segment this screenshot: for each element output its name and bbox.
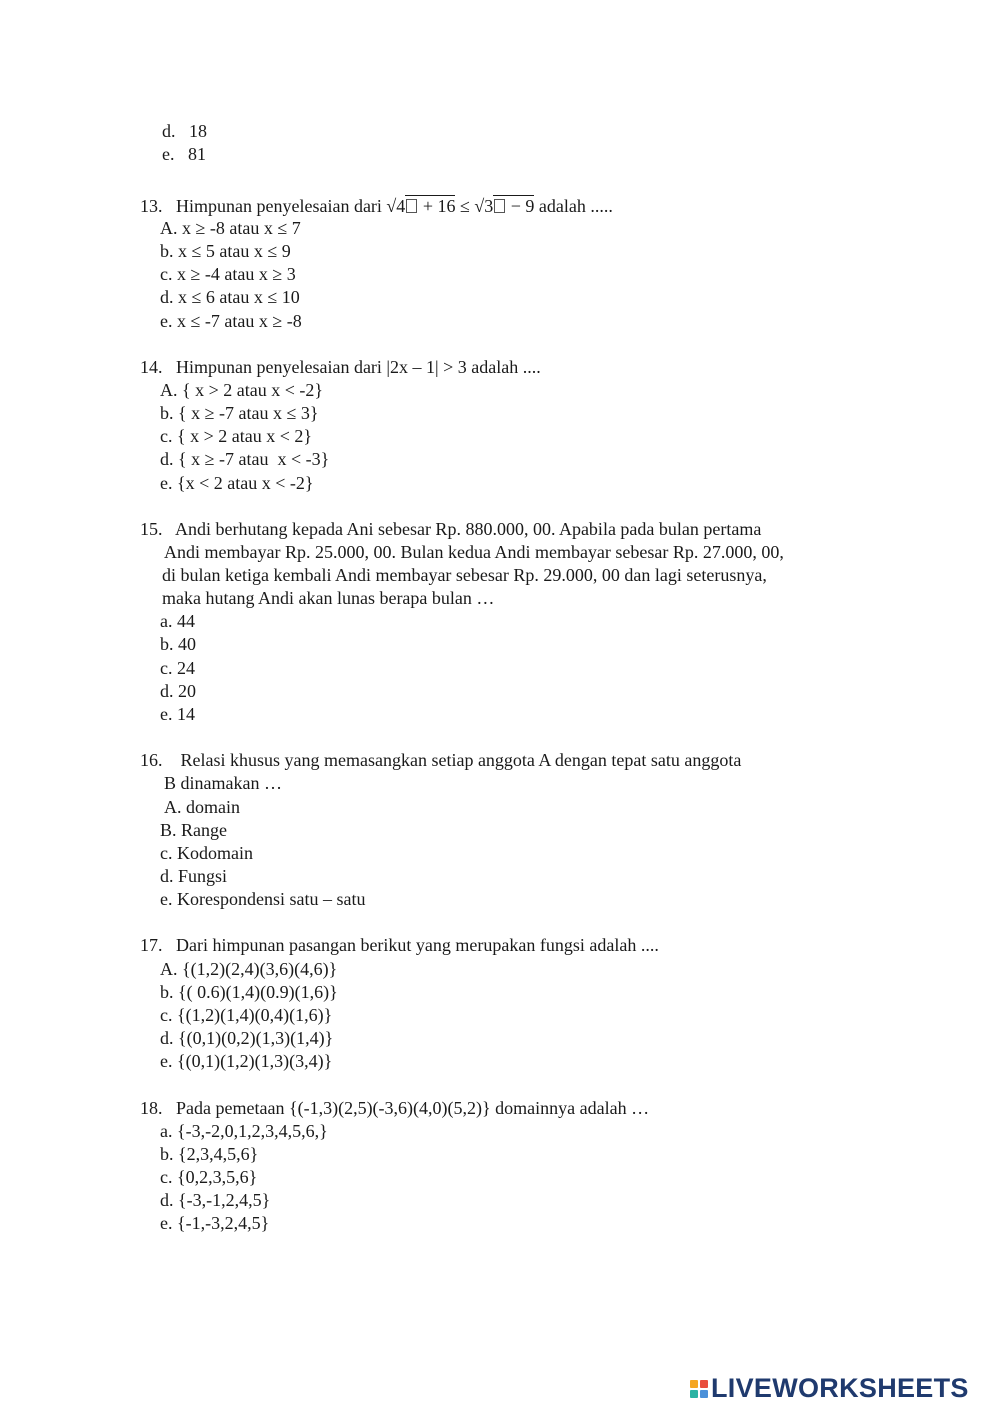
question-13: 13. Himpunan penyelesaian dari √4 + 16 ≤ √3 − 9 adalah ..... [140, 196, 613, 216]
option: c. 24 [160, 658, 195, 678]
option: c. x ≥ -4 atau x ≥ 3 [160, 264, 296, 284]
logo-block [690, 1390, 698, 1398]
option: b. x ≤ 5 atau x ≤ 9 [160, 241, 291, 261]
question-number: 15. [140, 519, 163, 539]
option: a. 44 [160, 611, 195, 631]
logo-block [700, 1390, 708, 1398]
option: c. {(1,2)(1,4)(0,4)(1,6)} [160, 1005, 333, 1025]
question-number: 17. [140, 935, 163, 955]
option: e. {-1,-3,2,4,5} [160, 1213, 270, 1233]
question-14: 14. Himpunan penyelesaian dari |2x – 1| > 3 adalah .... [140, 357, 541, 377]
option: c. {0,2,3,5,6} [160, 1167, 258, 1187]
question-16: 16. Relasi khusus yang memasangkan setiap anggota A dengan tepat satu anggota [140, 750, 742, 770]
question-line: di bulan ketiga kembali Andi membayar sebesar Rp. 29.000, 00 dan lagi seterusnya, [162, 565, 767, 585]
option: c. { x > 2 atau x < 2} [160, 426, 313, 446]
option-d-prev: d. 18 [162, 121, 207, 141]
option: e. x ≤ -7 atau x ≥ -8 [160, 311, 302, 331]
option: d. { x ≥ -7 atau x < -3} [160, 449, 330, 469]
missing-glyph-box [494, 199, 505, 213]
option: A. x ≥ -8 atau x ≤ 7 [160, 218, 301, 238]
logo-block [690, 1380, 698, 1388]
question-number: 14. [140, 357, 163, 377]
option: d. Fungsi [160, 866, 228, 886]
option: a. {-3,-2,0,1,2,3,4,5,6,} [160, 1121, 328, 1141]
option: b. {2,3,4,5,6} [160, 1144, 259, 1164]
question-18: 18. Pada pemetaan {(-1,3)(2,5)(-3,6)(4,0)(5,2)} domainnya adalah … [140, 1098, 650, 1118]
option: A. domain [164, 797, 240, 817]
logo-block [700, 1380, 708, 1388]
option: e. {x < 2 atau x < -2} [160, 473, 314, 493]
option: b. {( 0.6)(1,4)(0.9)(1,6)} [160, 982, 338, 1002]
question-number: 18. [140, 1098, 163, 1118]
question-line: B dinamakan … [164, 773, 282, 793]
option: A. {(1,2)(2,4)(3,6)(4,6)} [160, 959, 338, 979]
option: b. { x ≥ -7 atau x ≤ 3} [160, 403, 319, 423]
option: d. 20 [160, 681, 196, 701]
option: c. Kodomain [160, 843, 253, 863]
option: d. {(0,1)(0,2)(1,3)(1,4)} [160, 1028, 334, 1048]
logo-blocks-icon [690, 1380, 708, 1398]
question-17: 17. Dari himpunan pasangan berikut yang merupakan fungsi adalah .... [140, 935, 659, 955]
option: e. {(0,1)(1,2)(1,3)(3,4)} [160, 1051, 333, 1071]
option: d. x ≤ 6 atau x ≤ 10 [160, 287, 300, 307]
option-e-prev: e. 81 [162, 144, 206, 164]
question-line: maka hutang Andi akan lunas berapa bulan … [162, 588, 495, 608]
missing-glyph-box [406, 199, 417, 213]
logo-text: LIVEWORKSHEETS [711, 1373, 969, 1404]
option: d. {-3,-1,2,4,5} [160, 1190, 271, 1210]
option: A. { x > 2 atau x < -2} [160, 380, 324, 400]
question-15: 15. Andi berhutang kepada Ani sebesar Rp. 880.000, 00. Apabila pada bulan pertama [140, 519, 762, 539]
question-number: 16. [140, 750, 163, 770]
option: e. 14 [160, 704, 195, 724]
question-line: Andi membayar Rp. 25.000, 00. Bulan kedua Andi membayar sebesar Rp. 27.000, 00, [164, 542, 784, 562]
liveworksheets-logo [690, 1374, 969, 1404]
option: b. 40 [160, 634, 196, 654]
option: e. Korespondensi satu – satu [160, 889, 366, 909]
question-number: 13. [140, 196, 163, 216]
option: B. Range [160, 820, 227, 840]
